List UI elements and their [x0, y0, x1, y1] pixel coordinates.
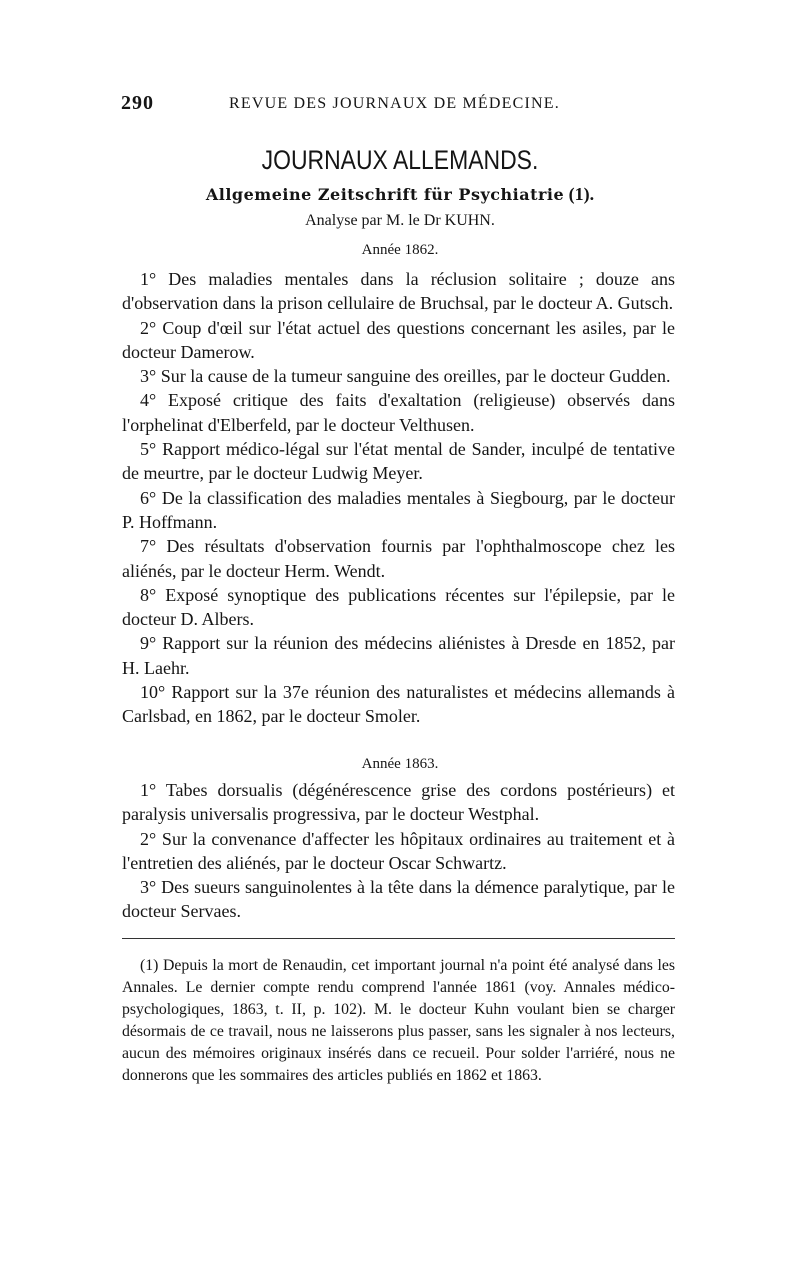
journal-title	[0, 184, 800, 205]
list-item: 10° Rapport sur la 37e réunion des naturalistes et médecins allemands à Carlsbad, en 1862, par le docteur Smoler.	[122, 682, 675, 727]
list-item: 4° Exposé critique des faits d'exaltation (religieuse) observés dans l'orphelinat d'Elberfeld, par le docteur Velthusen.	[122, 390, 675, 435]
running-head	[121, 92, 674, 116]
journal-name: Allgemeine Zeitschrift für Psychiatrie	[205, 185, 565, 204]
entries-1862	[122, 267, 675, 729]
list-item: 2° Coup d'œil sur l'état actuel des questions concernant les asiles, par le docteur Damerow.	[122, 317, 675, 362]
footnote-ref: (1).	[568, 184, 595, 204]
list-item: 3° Sur la cause de la tumeur sanguine des oreilles, par le docteur Gudden.	[140, 366, 671, 387]
year-heading-1863: Année 1863.	[361, 756, 439, 772]
section-title: JOURNAUX ALLEMANDS.	[261, 145, 539, 175]
page-number: 290	[121, 92, 154, 114]
year-heading-1862: Année 1862.	[361, 242, 439, 258]
list-item: 6° De la classification des maladies mentales à Siegbourg, par le docteur P. Hoffmann.	[122, 487, 675, 532]
list-item: 2° Sur la convenance d'affecter les hôpitaux ordinaires au traitement et à l'entretien des aliénés, par le docteur Oscar Schwartz.	[122, 828, 675, 873]
footnote-rule	[122, 938, 675, 939]
list-item: 7° Des résultats d'observation fournis par l'ophthalmoscope chez les aliénés, par le docteur Herm. Wendt.	[122, 536, 675, 581]
analyst-line: Analyse par M. le Dr KUHN.	[305, 212, 495, 229]
running-title: REVUE DES JOURNAUX DE MÉDECINE.	[229, 95, 560, 112]
list-item: 5° Rapport médico-légal sur l'état mental de Sander, inculpé de tentative de meurtre, par le docteur Ludwig Meyer.	[122, 439, 675, 484]
list-item: 1° Des maladies mentales dans la réclusion solitaire ; douze ans d'observation dans la prison cellulaire de Bruchsal, par le docteur A. Gutsch.	[122, 269, 675, 314]
entries-1863	[122, 778, 675, 924]
footnote	[122, 955, 675, 1087]
list-item: 3° Des sueurs sanguinolentes à la tête dans la démence paralytique, par le docteur Servaes.	[122, 877, 675, 922]
list-item: 8° Exposé synoptique des publications récentes sur l'épilepsie, par le docteur D. Albers.	[122, 584, 675, 630]
list-item: 1° Tabes dorsualis (dégénérescence grise des cordons postérieurs) et paralysis universalis progressiva, par le docteur Westphal.	[122, 780, 675, 825]
footnote-text: (1) Depuis la mort de Renaudin, cet important journal n'a point été analysé dans les Annales. Le dernier compte rendu comprend l'année 1861 (voy. Annales médico-psychologiques, 1863, t. II, p. 102). M. le docteur Kuhn voulant bien se charger désormais de ce travail, nous ne laisserons plus passer, sans les signaler à nos lecteurs, aucun des mémoires originaux insérés dans ce recueil. Pour solder l'arriéré, nous ne donnerons que les sommaires des articles publiés en 1862 et 1863.	[122, 957, 675, 1084]
list-item: 9° Rapport sur la réunion des médecins aliénistes à Dresde en 1852, par H. Laehr.	[122, 633, 675, 678]
